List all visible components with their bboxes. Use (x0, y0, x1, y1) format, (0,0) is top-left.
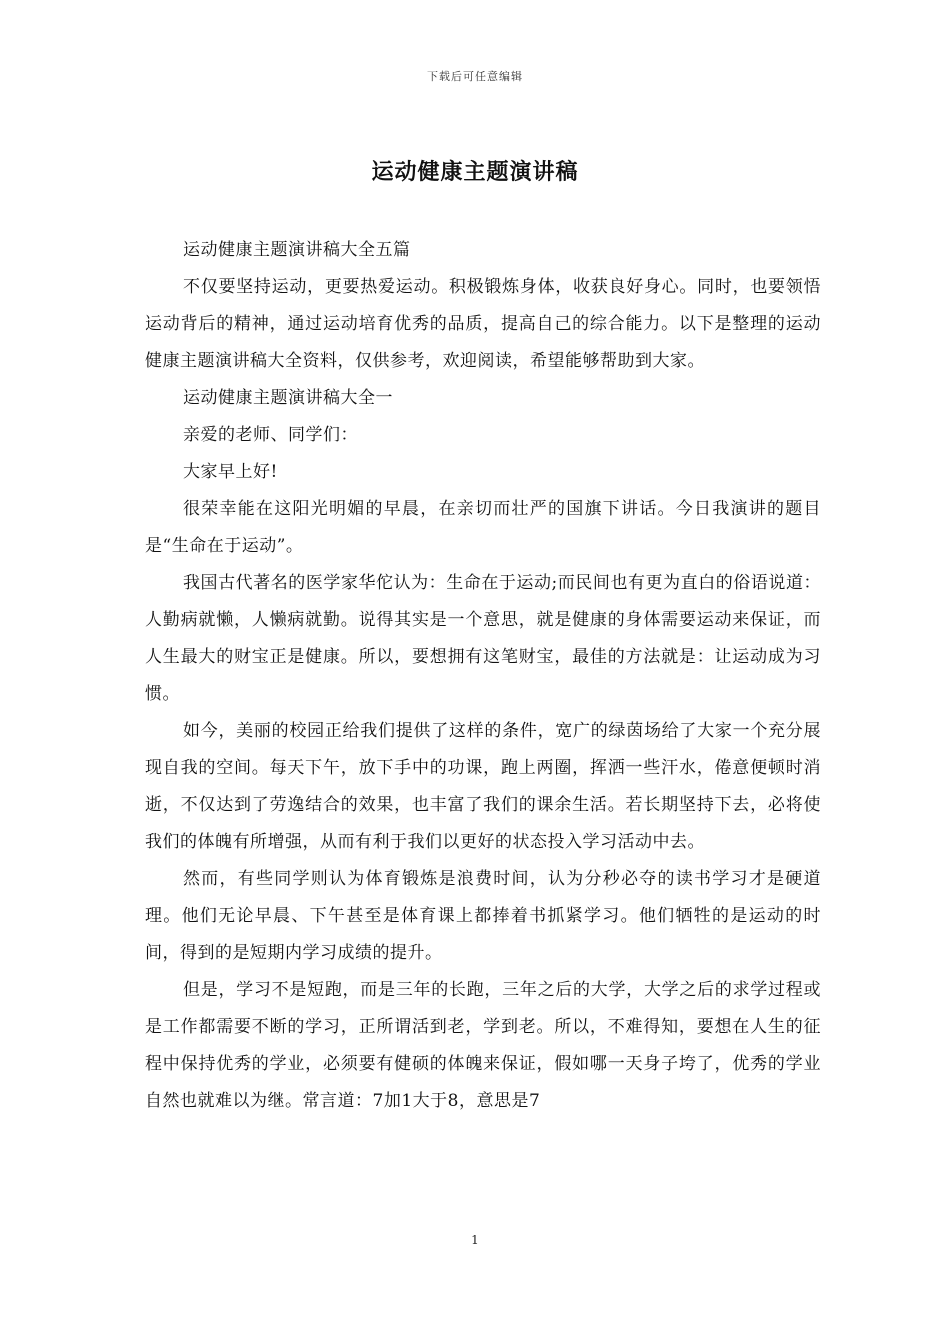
paragraph-body: 如今，美丽的校园正给我们提供了这样的条件，宽广的绿茵场给了大家一个充分展现自我的空间。每天下午，放下手中的功课，跑上两圈，挥洒一些汗水，倦意便顿时消逝，不仅达到了劳逸结合的效果，也丰富了我们的课余生活。若长期坚持下去，必将使我们的体魄有所增强，从而有利于我们以更好的状态投入学习活动中去。 (145, 721, 821, 852)
page-number: 1 (471, 1233, 479, 1247)
paragraph-body: 然而，有些同学则认为体育锻炼是浪费时间，认为分秒必夺的读书学习才是硬道理。他们无论早晨、下午甚至是体育课上都捧着书抓紧学习。他们牺牲的是运动的时间，得到的是短期内学习成绩的提升。 (145, 869, 821, 963)
paragraph-body: 很荣幸能在这阳光明媚的早晨，在亲切而壮严的国旗下讲话。今日我演讲的题目是“生命在于运动”。 (145, 499, 821, 556)
paragraph-subtitle: 运动健康主题演讲稿大全五篇 (183, 240, 411, 260)
paragraph-body: 我国古代著名的医学家华佗认为：生命在于运动;而民间也有更为直白的俗语说道：人勤病就懒，人懒病就勤。说得其实是一个意思，就是健康的身体需要运动来保证，而人生最大的财宝正是健康。所以，要想拥有这笔财宝，最佳的方法就是：让运动成为习惯。 (145, 573, 821, 704)
document-body (145, 232, 821, 1120)
paragraph-body: 但是，学习不是短跑，而是三年的长跑，三年之后的大学，大学之后的求学过程或是工作都需要不断的学习，正所谓活到老，学到老。所以，不难得知，要想在人生的征程中保持优秀的学业，必须要有健硕的体魄来保证，假如哪一天身子垮了，优秀的学业自然也就难以为继。常言道：7加1大于8，意思是7 (145, 980, 821, 1111)
paragraph-salutation: 亲爱的老师、同学们： (183, 425, 358, 445)
paragraph-intro: 不仅要坚持运动，更要热爱运动。积极锻炼身体，收获良好身心。同时，也要领悟运动背后的精神，通过运动培育优秀的品质，提高自己的综合能力。以下是整理的运动健康主题演讲稿大全资料，仅供参考，欢迎阅读，希望能够帮助到大家。 (145, 277, 821, 371)
paragraph-section-heading: 运动健康主题演讲稿大全一 (183, 388, 393, 408)
paragraph-greeting: 大家早上好! (183, 462, 278, 482)
document-title: 运动健康主题演讲稿 (371, 159, 579, 185)
header-note: 下载后可任意编辑 (427, 70, 523, 83)
